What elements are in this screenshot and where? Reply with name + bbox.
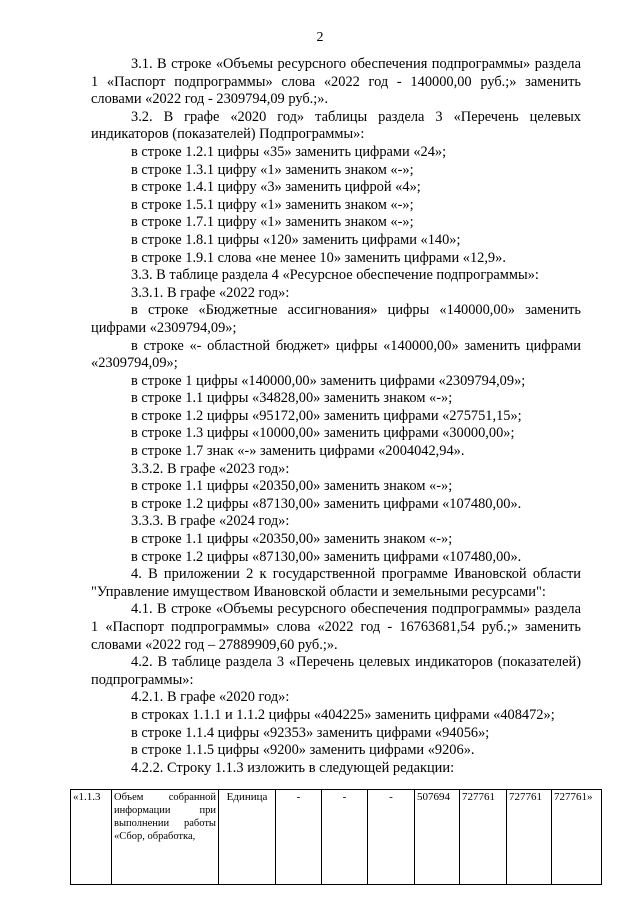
paragraph: в строке 1.7.1 цифру «1» заменить знаком «-»; <box>131 214 414 231</box>
paragraph: в строке 1.7 знак «-» заменить цифрами «2004042,94». <box>131 443 465 460</box>
paragraph: 3.3.3. В графе «2024 год»: <box>131 513 290 530</box>
paragraph: в строке 1.5.1 цифру «1» заменить знаком «-»; <box>131 196 414 213</box>
paragraph: в строке 1.9.1 слова «не менее 10» заменить цифрами «12,9». <box>131 249 506 266</box>
paragraph: в строке 1 цифры «140000,00» заменить цифрами «2309794,09»; <box>131 372 526 389</box>
table-cell-2022: 727761 <box>507 790 552 885</box>
paragraph: 3.3.2. В графе «2023 год»: <box>131 460 290 477</box>
paragraph: в строке 1.2 цифры «87130,00» заменить цифрами «107480,00». <box>131 495 522 512</box>
paragraph: в строке 1.1.5 цифры «9200» заменить цифрами «9206». <box>131 742 475 759</box>
document-body <box>91 56 581 777</box>
paragraph: в строке 1.2.1 цифры «35» заменить цифрами «24»; <box>131 143 447 160</box>
table-cell-2021: 727761 <box>460 790 507 885</box>
paragraph: в строке «Бюджетные ассигнования» цифры «140000,00» заменить цифрами «2309794,09»; <box>91 302 581 336</box>
paragraph: 3.3. В таблице раздела 4 «Ресурсное обеспечение подпрограммы»: <box>131 267 539 284</box>
paragraph: в строке 1.1 цифры «20350,00» заменить знаком «-»; <box>131 478 453 495</box>
paragraph: в строках 1.1.1 и 1.1.2 цифры «404225» заменить цифрами «408472»; <box>131 706 555 723</box>
paragraph: в строке 1.8.1 цифры «120» заменить цифрами «140»; <box>131 231 461 248</box>
paragraph: в строке 1.2 цифры «95172,00» заменить цифрами «275751,15»; <box>131 407 522 424</box>
paragraph: 3.1. В строке «Объемы ресурсного обеспечения подпрограммы» раздела 1 «Паспорт подпрограммы» слова «2022 год - 140000,00 руб.;» заменить словами «2022 год - 2309794,09 руб.;». <box>91 56 581 108</box>
table-cell-code: «1.1.3 <box>71 790 112 885</box>
paragraph: в строке 1.1 цифры «20350,00» заменить знаком «-»; <box>131 531 453 548</box>
table-cell: - <box>368 790 415 885</box>
table-cell: - <box>276 790 322 885</box>
paragraph: 4.1. В строке «Объемы ресурсного обеспечения подпрограммы» раздела 1 «Паспорт подпрограммы» слова «2022 год - 16763681,54 руб.;» заменить словами «2022 год – 27889909,60 руб.;». <box>91 601 581 653</box>
table-cell-description: Объем собранной информации при выполнении работы «Сбор, обработка, <box>112 790 219 885</box>
paragraph: в строке 1.4.1 цифру «3» заменить цифрой «4»; <box>131 179 421 196</box>
page-number: 2 <box>316 30 324 45</box>
paragraph: в строке 1.3.1 цифру «1» заменить знаком «-»; <box>131 161 414 178</box>
paragraph: в строке 1.3 цифры «10000,00» заменить цифрами «30000,00»; <box>131 425 515 442</box>
paragraph: 3.3.1. В графе «2022 год»: <box>131 284 290 301</box>
paragraph: в строке 1.1 цифры «34828,00» заменить знаком «-»; <box>131 390 453 407</box>
paragraph: 3.2. В графе «2020 год» таблицы раздела 3 «Перечень целевых индикаторов (показателей) Подпрограммы»: <box>91 108 581 143</box>
paragraph: 4.2.2. Строку 1.1.3 изложить в следующей редакции: <box>131 759 455 776</box>
table-cell-2023: 727761» <box>552 790 602 885</box>
table-cell: - <box>322 790 368 885</box>
paragraph: 4.2. В таблице раздела 3 «Перечень целевых индикаторов (показателей) подпрограммы»: <box>91 654 581 688</box>
table-cell-2020: 507694 <box>415 790 460 885</box>
table-cell-unit: Единица <box>219 790 276 885</box>
paragraph: 4.2.1. В графе «2020 год»: <box>131 689 290 706</box>
paragraph: в строке «- областной бюджет» цифры «140000,00» заменить цифрами «2309794,09»; <box>91 337 581 372</box>
paragraph: в строке 1.1.4 цифры «92353» заменить цифрами «94056»; <box>131 724 490 741</box>
table-row <box>71 790 602 885</box>
indicator-table <box>70 789 602 885</box>
paragraph: в строке 1.2 цифры «87130,00» заменить цифрами «107480,00». <box>131 548 522 565</box>
paragraph: 4. В приложении 2 к государственной программе Ивановской области "Управление имуществом Ивановской области и земельными ресурсами": <box>91 566 581 600</box>
